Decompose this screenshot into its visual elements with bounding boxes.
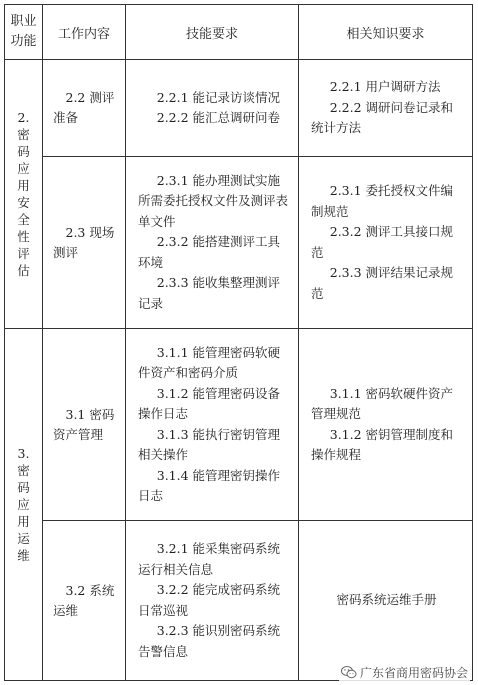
knowledge-cell xyxy=(299,521,473,681)
skill-cell xyxy=(126,521,299,681)
work-title-line2: 资产管理 xyxy=(53,426,104,442)
skill-cell xyxy=(126,329,299,521)
work-title-line2: 运维 xyxy=(53,602,79,618)
table-row xyxy=(5,60,473,157)
knowledge-item: 2.2.1 用户调研方法 xyxy=(329,79,441,95)
knowledge-item: 密码系统运维手册 xyxy=(336,592,437,608)
knowledge-cell xyxy=(299,60,473,157)
skill-item: 3.2.2 能完成密码系统日常巡视 xyxy=(138,582,281,618)
knowledge-cell xyxy=(299,329,473,521)
work-title-line2: 测评 xyxy=(53,244,79,260)
work-title-line1: 3.2 系统 xyxy=(65,582,115,598)
skill-item: 2.3.1 能办理测试实施所需委托授权文件及测评表单文件 xyxy=(138,172,289,229)
skill-cell xyxy=(126,60,299,157)
work-cell xyxy=(43,157,126,329)
header-skill: 技能要求 xyxy=(126,5,299,60)
skills-standard-table xyxy=(4,4,473,681)
watermark-text: 广东省商用密码协会 xyxy=(359,666,468,680)
skill-item: 3.1.3 能执行密钥管理相关操作 xyxy=(138,426,281,462)
skill-item: 3.1.1 能管理密码软硬件资产和密码介质 xyxy=(138,344,281,380)
knowledge-item: 3.1.1 密码软硬件资产管理规范 xyxy=(311,385,454,421)
knowledge-item: 2.3.1 委托授权文件编制规范 xyxy=(311,183,454,219)
function-cell xyxy=(5,329,43,681)
skill-item: 2.3.2 能搭建测评工具环境 xyxy=(138,234,281,270)
knowledge-item: 3.1.2 密钥管理制度和操作规程 xyxy=(311,426,454,462)
skill-item: 3.1.4 能管理密钥操作日志 xyxy=(138,467,281,503)
knowledge-item: 2.3.3 测评结果记录规范 xyxy=(311,265,454,301)
skill-item: 2.2.1 能记录访谈情况 xyxy=(156,89,281,105)
work-cell xyxy=(43,329,126,521)
header-function-label: 职业功能 xyxy=(10,14,37,49)
watermark xyxy=(339,663,470,682)
header-knowledge: 相关知识要求 xyxy=(299,5,473,60)
knowledge-cell xyxy=(299,157,473,329)
work-cell xyxy=(43,60,126,157)
table-row xyxy=(5,521,473,681)
skill-item: 3.2.3 能识别密码系统告警信息 xyxy=(138,623,281,659)
knowledge-item: 2.3.2 测评工具接口规范 xyxy=(311,224,454,260)
skill-item: 3.1.2 能管理密码设备操作日志 xyxy=(138,385,281,421)
work-title-line1: 2.2 测评 xyxy=(65,90,115,105)
skill-item: 2.3.3 能收集整理测评记录 xyxy=(138,275,281,311)
work-title-line1: 2.3 现场 xyxy=(65,224,115,240)
function-name: 密码应用运维 xyxy=(17,463,30,563)
wechat-icon xyxy=(341,666,357,679)
header-function xyxy=(5,5,43,60)
function-number: 3. xyxy=(17,446,30,461)
skill-item: 3.2.1 能采集密码系统运行相关信息 xyxy=(138,541,281,577)
work-title-line2: 准备 xyxy=(53,110,79,125)
work-title-line1: 3.1 密码 xyxy=(65,406,115,422)
table-header-row xyxy=(5,5,473,60)
function-cell xyxy=(5,60,43,329)
work-cell xyxy=(43,521,126,681)
skill-item: 2.2.2 能汇总调研问卷 xyxy=(156,110,281,125)
skill-cell xyxy=(126,157,299,329)
function-name: 密码应用安全性评估 xyxy=(17,127,30,278)
knowledge-item: 2.2.2 调研问卷记录和统计方法 xyxy=(311,99,454,136)
function-number: 2. xyxy=(17,110,30,125)
table-row xyxy=(5,157,473,329)
header-work: 工作内容 xyxy=(43,5,126,60)
table-row xyxy=(5,329,473,521)
